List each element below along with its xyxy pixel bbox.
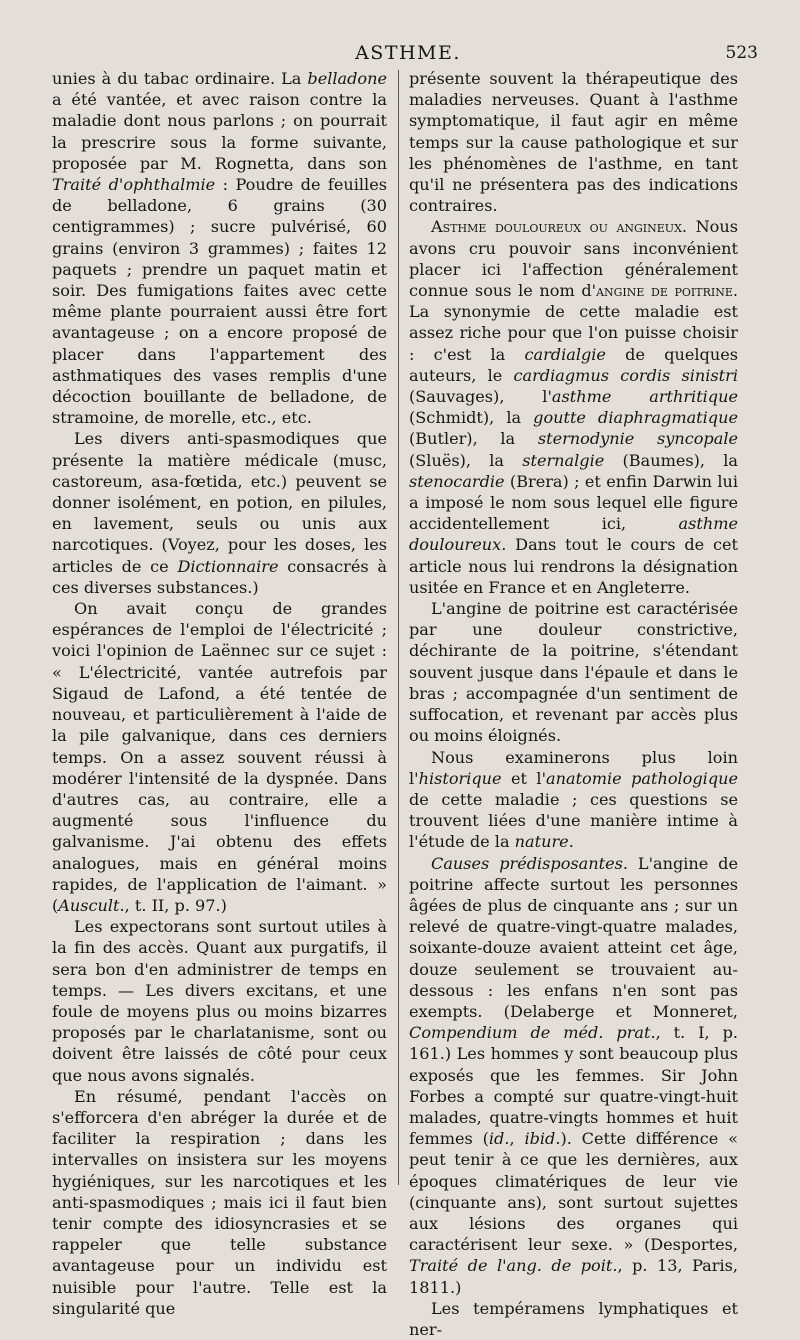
small-caps-heading: Asthme douloureux ou angineux.	[431, 217, 688, 237]
text-run: , t. II, p. 97.)	[124, 895, 227, 915]
paragraph-lp4	[52, 916, 387, 1086]
text-run: . L'angine de poitrine affecte surtout les personnes âgées de plus de cinquante ans ; sur un relevé de quatre-vingt-quatre malades, soixante-douze avaient atteint cet âge, douze seulement se trouvaient au-dessous : les enfans n'en sont pas exempts. (Delaberge et Monneret,	[409, 853, 738, 1021]
paragraph-rp1	[409, 68, 738, 216]
page-header	[52, 38, 764, 68]
text-run: consacrés à ces diverses substances.)	[52, 556, 387, 597]
paragraph-lp5	[52, 1086, 387, 1319]
text-run: et l'	[501, 768, 547, 788]
italic-text: asthme arthritique	[551, 387, 739, 407]
text-run: a été vantée, et avec raison contre la maladie dont nous parlons ; on pourrait la prescrire sous la forme suivante, proposée par M. Rognetta, dans son	[52, 90, 387, 173]
text-run: (Sauvages), l'	[409, 387, 552, 407]
text-run: En résumé, pendant l'accès on s'efforcera d'en abréger la durée et de faciliter la respiration ; dans les intervalles on insistera sur les moyens hygiéniques, sur les narcotiques et les anti-spasmodiques ; mais ici il faut bien tenir compte des idiosyncrasies et se rappeler que telle substance avantageuse pour un individu est nuisible pour l'autre. Telle est la singularité que	[52, 1086, 387, 1318]
italic-text: Traité d'ophthalmie	[52, 175, 216, 195]
text-run: Les tempéramens lymphatiques et ner-	[409, 1298, 738, 1339]
italic-text: anatomie pathologique	[546, 768, 739, 788]
italic-text: cardiagmus cordis sinistri	[513, 365, 738, 385]
text-run: (Brera) ; et enfin Darwin lui a imposé le nom sous lequel elle figure accidentellement ici,	[409, 471, 738, 534]
text-run: Les expectorans sont surtout utiles à la fin des accès. Quant aux purgatifs, il sera bon d'en administrer de temps en temps. — Les divers excitans, et une foule de moyens plus ou moins bizarres proposés par le charlatanisme, sont ou doivent être laissés de côté pour ceux que nous avons signalés.	[52, 917, 387, 1085]
text-run: Les divers anti-spasmodiques que présente la matière médicale (musc, castoreum, asa-fœtida, etc.) peuvent se donner isolément, en potion, en pilules, en lavement, seuls ou unis aux narcotiques. (Voyez, pour les doses, les articles de ce	[52, 429, 387, 576]
text-run: (Schmidt), la	[409, 408, 534, 428]
paragraph-rp5	[409, 853, 738, 1298]
paragraph-lp1	[52, 68, 387, 428]
text-run: unies à du tabac ordinaire. La	[52, 69, 308, 88]
italic-text: Traité de l'ang. de poit.	[409, 1256, 618, 1276]
italic-text: id.	[488, 1129, 510, 1149]
paragraph-rp2	[409, 216, 738, 598]
paragraph-rp4	[409, 747, 738, 853]
text-run: (Butler), la	[409, 429, 538, 449]
running-title: ASTHME.	[355, 42, 461, 64]
italic-text: asthme douloureux	[409, 514, 738, 555]
italic-text: ibid.	[524, 1129, 561, 1149]
paragraph-rp6	[409, 1298, 738, 1340]
text-run: de cette maladie ; ces questions se trouvent liées d'une manière intime à l'étude de la	[409, 789, 738, 852]
text-run: , t. I, p. 161.) Les hommes y sont beaucoup plus exposés que les femmes. Sir John Forbes a compté sur quatre-vingt-huit malades, quatre-vingts hommes et huit femmes (	[409, 1023, 738, 1149]
text-run: : Poudre de feuilles de belladone, 6 grains (30 centigrammes) ; sucre pulvérisé, 60 grains (environ 3 grammes) ; faites 12 paquets ; prendre un paquet matin et soir. Des fumigations faites avec cette même plante pourraient aussi être fort avantageuse ; on a encore proposé de placer dans l'appartement des asthmatiques des vases remplis d'une décoction bouillante de belladone, de stramoine, de morelle, etc., etc.	[52, 175, 387, 428]
italic-text: nature	[514, 832, 569, 852]
text-run: L'angine de poitrine est caractérisée par une douleur constrictive, déchirante de la poitrine, s'étendant souvent jusque dans l'épaule et dans le bras ; accompagnée d'un sentiment de suffocation, et revenant par accès plus ou moins éloignés.	[409, 599, 738, 746]
italic-text: historique	[418, 768, 502, 788]
text-run: Nous examinerons plus loin l'	[409, 747, 738, 788]
italic-text: sternodynie syncopale	[537, 429, 738, 449]
italic-text: Causes prédisposantes	[431, 853, 623, 873]
text-run: Nous avons cru pouvoir sans inconvénient placer ici l'affection généralement connue sous le nom d'	[409, 217, 738, 301]
right-column	[409, 68, 738, 1340]
text-run: ). Cette différence « peut tenir à ce que les dernières, aux époques climatériques de leur vie (cinquante ans), sont surtout sujettes aux lésions des organes qui caractérisent leur sexe. » (Desportes,	[409, 1129, 739, 1255]
text-run: (Baumes), la	[604, 450, 739, 470]
paragraph-lp3	[52, 598, 387, 916]
left-column	[52, 68, 387, 1319]
italic-text: goutte diaphragmatique	[533, 408, 738, 428]
text-run: . La synonymie de cette maladie est assez riche pour que l'on puisse choisir : c'est la	[409, 281, 738, 364]
paragraph-rp3	[409, 598, 738, 746]
text-run: . Dans tout le cours de cet article nous lui rendrons la désignation usitée en France et en Angleterre.	[409, 535, 738, 597]
page-number: 523	[725, 43, 758, 63]
text-run: .	[568, 832, 574, 852]
italic-text: Auscult.	[58, 895, 125, 915]
italic-text: Dictionnaire	[177, 556, 279, 576]
italic-text: cardialgie	[524, 344, 606, 364]
text-run: On avait conçu de grandes espérances de l'emploi de l'électricité ; voici l'opinion de Laënnec sur ce sujet : « L'électricité, vantée autrefois par Sigaud de Lafond, a été tentée de nouveau, et particulièrement à l'aide de la pile galvanique, dans ces derniers temps. On a assez souvent réussi à modérer l'intensité de la dyspnée. Dans d'autres cas, au contraire, elle a augmenté sous l'influence du galvanisme. J'ai obtenu des effets analogues, mais en général moins rapides, de l'application de l'aimant. » (	[52, 599, 387, 915]
italic-text: sternalgie	[522, 450, 605, 470]
small-caps-heading: angine de poitrine	[596, 281, 733, 301]
paragraph-lp2	[52, 428, 387, 598]
text-run: ,	[509, 1129, 525, 1149]
italic-text: belladone	[307, 69, 387, 88]
italic-text: Compendium de méd. prat.	[409, 1023, 656, 1043]
text-run: de quelques auteurs, le	[409, 344, 738, 385]
text-run: (Sluës), la	[409, 450, 523, 470]
text-run: présente souvent la thérapeutique des maladies nerveuses. Quant à l'asthme symptomatique, il faut agir en même temps sur la cause pathologique et sur les phénomènes de l'asthme, en tant qu'il ne présentera pas des indications contraires.	[409, 69, 738, 216]
text-run: , p. 13, Paris, 1811.)	[409, 1256, 738, 1297]
italic-text: stenocardie	[409, 471, 505, 491]
column-divider	[398, 70, 399, 1185]
